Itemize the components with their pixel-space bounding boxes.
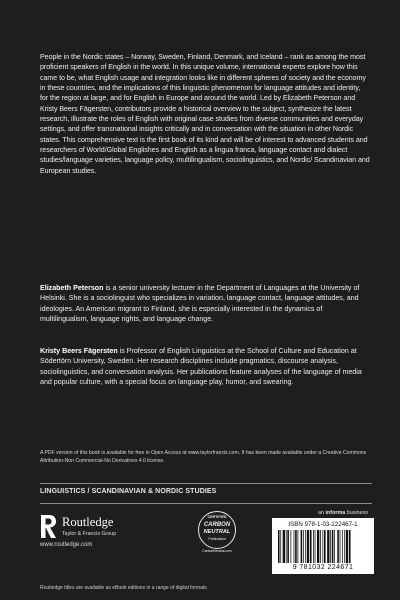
- carbon-line: Publication: [208, 537, 226, 541]
- subject-category: LINGUISTICS / SCANDINAVIAN & NORDIC STUDIES: [40, 488, 217, 495]
- publisher-name: Routledge: [62, 515, 114, 529]
- book-description: [40, 52, 370, 186]
- divider: [40, 503, 372, 504]
- author-name: Kristy Beers Fägersten: [40, 347, 118, 355]
- divider: [40, 483, 372, 484]
- carbon-neutral-badge: [196, 511, 238, 556]
- isbn-barcode-block: [272, 518, 374, 574]
- carbon-line: CARBON: [203, 522, 231, 528]
- author-bio-text: is Professor of English Linguistics at the School of Culture and Education at Södertörn University, Sweden. Her research disciplines include pragmatics, discourse analysis, sociolinguistics, and conversation analysis. Her publications feature analyses of the language of media and popular culture, with a special focus on language play, humor, and swearing.: [40, 347, 362, 387]
- author-bio-beers-fagersten: [40, 346, 370, 387]
- author-bio-text: is a senior university lecturer in the Department of Languages at the University of Helsinki. She is a sociolinguist who specializes in variation, language contact, language attitudes, and ideologies. An American migrant to Finland, she is especially interested in the dynamics of multilingualism, language rights, and language change.: [40, 284, 360, 324]
- carbon-line: CERTIFIED: [207, 515, 227, 519]
- barcode-number: 9 781032 224671: [292, 564, 354, 571]
- open-access-note: A PDF version of this book is available for free in Open Access at www.taylorfrancis.com. It has been made available under a Creative Commons Attribution-Non Commercial-No Derivatives 4.0 license.: [40, 450, 367, 464]
- routledge-r-icon: [40, 514, 57, 539]
- publisher-url: www.routledge.com: [40, 542, 93, 548]
- author-name: Elizabeth Peterson: [40, 284, 104, 292]
- publisher-group: Taylor & Francis Group: [62, 531, 117, 537]
- description-paragraph: People in the Nordic states – Norway, Sweden, Finland, Denmark, and Iceland – rank as among the most proficient speakers of English in the world. In this unique volume, international experts explore how this came to be, what English usage and integration looks like in different spheres of society and the economy in these countries, and the implications of this linguistic phenomenon for language attitudes and identity, for the region at large, and for English in Europe and around the world. Led by Elizabeth Peterson and Kristy Beers Fägersten, contributors provide a historical overview to the subject, synthesize the latest research, illustrate the roles of English with original case studies from diverse communities and everyday settings, and offer transnational insights critically and in conversation with the situation in other Nordic states. This comprehensive text is the first book of its kind and will be of interest to advanced students and researchers of World/Global Englishes and English as a lingua franca, language contact and dialect studies/language varieties, language policy, multilingualism, sociolinguistics, and Nordic/ Scandinavian and European studies.: [40, 53, 370, 175]
- barcode-icon: [278, 530, 370, 563]
- carbon-line: NEUTRAL: [203, 529, 231, 535]
- ebook-note: Routledge titles are available as eBook editions in a range of digital formats: [40, 585, 207, 591]
- informa-business: an informa business: [318, 510, 369, 516]
- author-bio-peterson: [40, 283, 370, 324]
- carbon-line: CarbonNeutral.com: [202, 549, 232, 553]
- isbn-label: ISBN 978-1-03-222467-1: [288, 521, 358, 528]
